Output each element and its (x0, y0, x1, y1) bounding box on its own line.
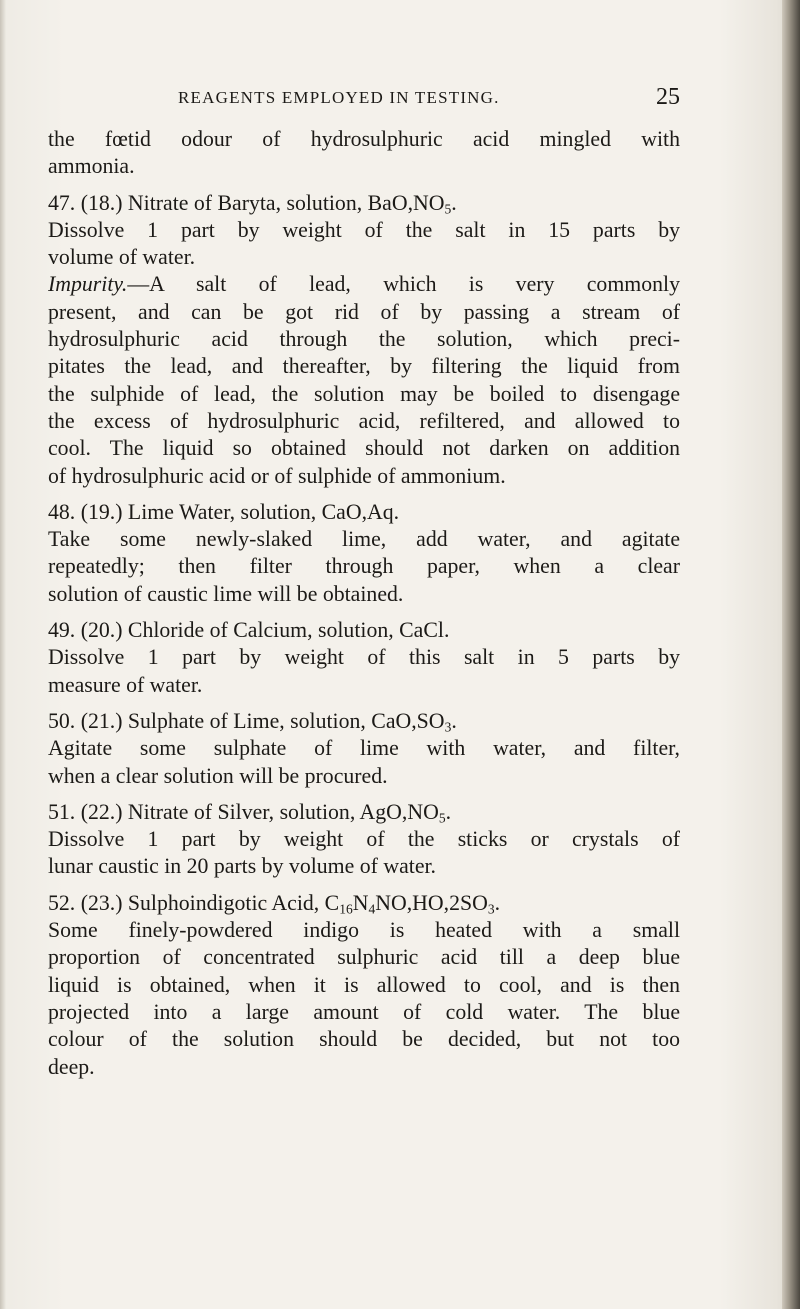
text-line: Some finely-powdered indigo is heated with a small (48, 918, 680, 943)
text-line: Take some newly-slaked lime, add water, and agitate (48, 527, 680, 552)
text-line: deep. (48, 1054, 95, 1079)
section-heading-50: 50. (21.) Sulphate of Lime, solution, $CaO,SO_3$. (48, 708, 457, 735)
text-line: ammonia. (48, 154, 135, 179)
text-line: Agitate some sulphate of lime with water, and filter, (48, 736, 680, 761)
running-title: REAGENTS EMPLOYED IN TESTING. (178, 88, 500, 107)
text-line: pitates the lead, and thereafter, by filtering the liquid from (48, 354, 680, 379)
text-line: the excess of hydrosulphuric acid, refiltered, and allowed to (48, 408, 680, 433)
text-line: Dissolve 1 part by weight of this salt in 5 parts by (48, 645, 680, 670)
section-heading-47: 47. (18.) Nitrate of Baryta, solution, $BaO,NO_5$. (48, 190, 457, 216)
text-line: when a clear solution will be procured. (48, 763, 388, 788)
body-text (48, 126, 680, 1081)
section-heading-48: 48. (19.) Lime Water, solution, CaO,Aq. (48, 499, 400, 524)
text-line: the fœtid odour of hydrosulphuric acid mingled with (48, 127, 680, 151)
text-line: the sulphide of lead, the solution may be boiled to disengage (48, 381, 680, 406)
text-line: proportion of concentrated sulphuric acid till a deep blue (48, 945, 680, 970)
text-line: Dissolve 1 part by weight of the sticks or crystals of (48, 827, 680, 852)
book-spine-shadow (782, 0, 800, 1309)
text-line: Dissolve 1 part by weight of the salt in 15 parts by (48, 217, 680, 242)
text-line: repeatedly; then filter through paper, when a clear (48, 554, 680, 579)
text-line: volume of water. (48, 245, 196, 270)
page-header (178, 84, 680, 114)
text-line: lunar caustic in 20 parts by volume of water. (48, 854, 437, 879)
section-heading-51: 51. (22.) Nitrate of Silver, solution, $AgO,NO_5$. (48, 799, 452, 826)
text-line: liquid is obtained, when it is allowed to cool, and is then (48, 972, 680, 997)
text-line: colour of the solution should be decided, but not too (48, 1027, 680, 1052)
text-line: of hydrosulphuric acid or of sulphide of ammonium. (48, 463, 506, 488)
page-left-edge (0, 0, 6, 1309)
text-line: hydrosulphuric acid through the solution, which preci- (48, 327, 680, 352)
page-number: 25 (656, 84, 680, 110)
impurity-label: Impurity. (48, 272, 128, 297)
text-line: measure of water. (48, 672, 203, 697)
text-line: cool. The liquid so obtained should not darken on addition (48, 436, 680, 461)
section-heading-52: 52. (23.) Sulphoindigotic Acid, $C_{16}N_4NO,HO,2SO_3$. (48, 890, 501, 917)
section-heading-49: 49. (20.) Chloride of Calcium, solution, CaCl. (48, 618, 450, 643)
impurity-note-line: Impurity.—A salt of lead, which is very commonly (48, 272, 680, 297)
text-line: projected into a large amount of cold water. The blue (48, 999, 680, 1024)
text-line: solution of caustic lime will be obtained. (48, 581, 404, 606)
text-line: present, and can be got rid of by passing a stream of (48, 299, 680, 324)
